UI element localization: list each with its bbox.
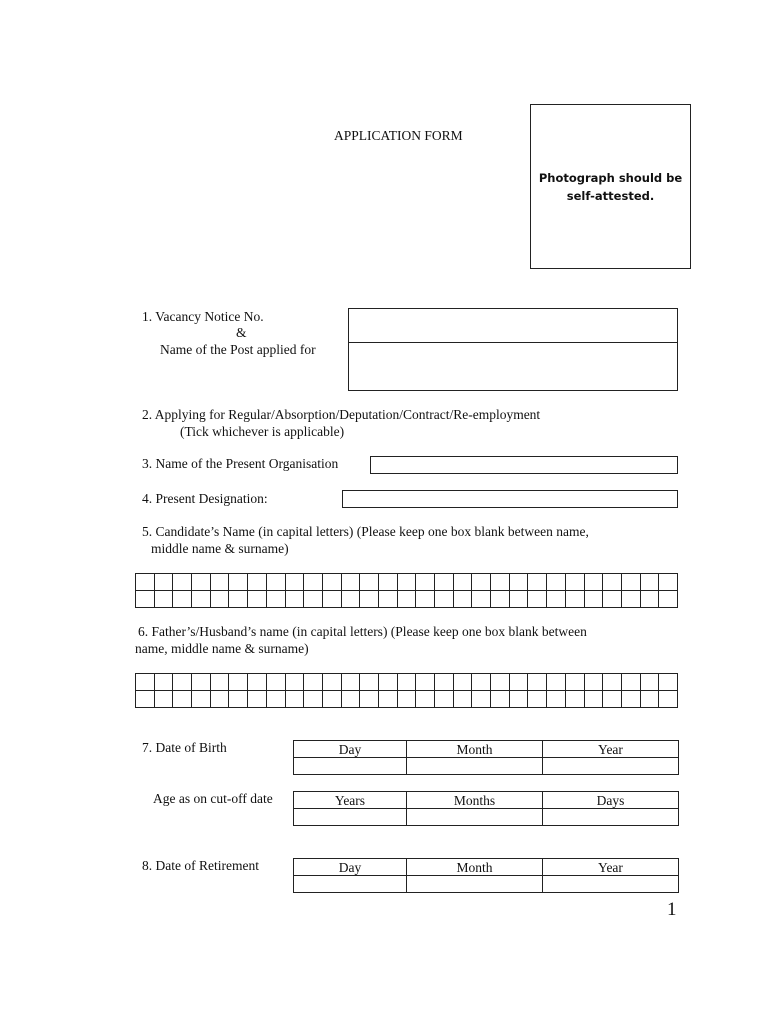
char-box[interactable]: [192, 691, 211, 708]
father-husband-name-grid[interactable]: [135, 673, 678, 708]
char-box[interactable]: [285, 691, 304, 708]
char-box[interactable]: [472, 691, 491, 708]
age-days-input[interactable]: [543, 809, 679, 826]
char-box[interactable]: [266, 591, 285, 608]
char-box[interactable]: [453, 691, 472, 708]
char-box[interactable]: [322, 574, 341, 591]
char-box[interactable]: [136, 674, 155, 691]
char-box[interactable]: [192, 674, 211, 691]
char-box[interactable]: [547, 574, 566, 591]
char-box[interactable]: [154, 691, 173, 708]
char-box[interactable]: [173, 574, 192, 591]
char-box[interactable]: [397, 574, 416, 591]
char-box[interactable]: [621, 591, 640, 608]
char-box[interactable]: [360, 674, 379, 691]
char-box[interactable]: [435, 691, 454, 708]
photograph-box[interactable]: [530, 104, 691, 269]
char-box[interactable]: [528, 691, 547, 708]
char-box[interactable]: [248, 574, 267, 591]
char-box[interactable]: [266, 574, 285, 591]
candidate-name-label-cont: middle name & surname): [151, 541, 289, 556]
char-box[interactable]: [341, 591, 360, 608]
char-box[interactable]: [304, 591, 323, 608]
char-box[interactable]: [397, 691, 416, 708]
post-name-field[interactable]: [348, 342, 678, 391]
char-box[interactable]: [378, 691, 397, 708]
char-box[interactable]: [565, 691, 584, 708]
char-box[interactable]: [266, 691, 285, 708]
char-box[interactable]: [154, 591, 173, 608]
char-box[interactable]: [192, 591, 211, 608]
char-box[interactable]: [322, 691, 341, 708]
father-husband-name-label-cont: name, middle name & surname): [135, 641, 309, 656]
char-box[interactable]: [453, 591, 472, 608]
char-box[interactable]: [210, 691, 229, 708]
char-box[interactable]: [472, 674, 491, 691]
char-box[interactable]: [378, 591, 397, 608]
char-box[interactable]: [248, 591, 267, 608]
age-months-input[interactable]: [407, 809, 543, 826]
dob-day-header: Day: [294, 741, 407, 758]
page-number: 1: [667, 899, 677, 920]
father-husband-name-label: 6. Father’s/Husband’s name (in capital letters) (Please keep one box blank between: [138, 624, 587, 639]
dor-year-input[interactable]: [543, 876, 679, 893]
char-box[interactable]: [416, 574, 435, 591]
char-box[interactable]: [304, 574, 323, 591]
age-cutoff-table: [293, 791, 679, 826]
vacancy-notice-label: 1. Vacancy Notice No.: [142, 309, 264, 324]
char-box[interactable]: [565, 591, 584, 608]
char-box[interactable]: [453, 574, 472, 591]
dob-month-input[interactable]: [407, 758, 543, 775]
char-box[interactable]: [285, 574, 304, 591]
dor-day-input[interactable]: [294, 876, 407, 893]
char-box[interactable]: [248, 691, 267, 708]
form-title: APPLICATION FORM: [334, 128, 463, 143]
char-box[interactable]: [472, 574, 491, 591]
photograph-instruction-line2: self-attested.: [566, 189, 655, 203]
char-box[interactable]: [210, 591, 229, 608]
char-box[interactable]: [584, 591, 603, 608]
dor-year-header: Year: [543, 859, 679, 876]
dor-month-header: Month: [407, 859, 543, 876]
char-box[interactable]: [378, 574, 397, 591]
char-box[interactable]: [659, 674, 678, 691]
char-box[interactable]: [360, 574, 379, 591]
char-box[interactable]: [304, 691, 323, 708]
char-box[interactable]: [528, 591, 547, 608]
post-name-label: Name of the Post applied for: [160, 342, 316, 357]
age-months-header: Months: [407, 792, 543, 809]
applying-for-label: 2. Applying for Regular/Absorption/Deputation/Contract/Re-employment: [142, 407, 541, 422]
char-box[interactable]: [659, 574, 678, 591]
char-box[interactable]: [136, 574, 155, 591]
char-box[interactable]: [173, 691, 192, 708]
char-box[interactable]: [603, 674, 622, 691]
date-of-birth-table: [293, 740, 679, 775]
dor-month-input[interactable]: [407, 876, 543, 893]
age-cutoff-label: Age as on cut-off date: [153, 791, 273, 806]
char-box[interactable]: [621, 574, 640, 591]
char-box[interactable]: [360, 691, 379, 708]
char-box[interactable]: [266, 674, 285, 691]
char-box[interactable]: [210, 674, 229, 691]
char-box[interactable]: [509, 691, 528, 708]
char-box[interactable]: [229, 674, 248, 691]
char-box[interactable]: [565, 674, 584, 691]
char-box[interactable]: [210, 574, 229, 591]
char-box[interactable]: [640, 691, 659, 708]
date-of-retirement-label: 8. Date of Retirement: [142, 858, 259, 873]
char-box[interactable]: [640, 574, 659, 591]
dob-year-input[interactable]: [543, 758, 679, 775]
char-box[interactable]: [453, 674, 472, 691]
char-box[interactable]: [491, 591, 510, 608]
char-box[interactable]: [173, 591, 192, 608]
char-box[interactable]: [341, 574, 360, 591]
char-box[interactable]: [304, 674, 323, 691]
char-box[interactable]: [285, 674, 304, 691]
candidate-name-label: 5. Candidate’s Name (in capital letters) (Please keep one box blank between name,: [142, 524, 589, 539]
age-years-input[interactable]: [294, 809, 407, 826]
char-box[interactable]: [322, 591, 341, 608]
char-box[interactable]: [229, 591, 248, 608]
char-box[interactable]: [584, 674, 603, 691]
char-box[interactable]: [136, 591, 155, 608]
char-box[interactable]: [435, 591, 454, 608]
char-box[interactable]: [565, 574, 584, 591]
char-box[interactable]: [341, 691, 360, 708]
char-box[interactable]: [509, 574, 528, 591]
char-box[interactable]: [491, 691, 510, 708]
char-box[interactable]: [435, 574, 454, 591]
char-box[interactable]: [154, 674, 173, 691]
char-box[interactable]: [472, 591, 491, 608]
char-box[interactable]: [192, 574, 211, 591]
char-box[interactable]: [547, 691, 566, 708]
photograph-instruction-line1: Photograph should be: [538, 171, 683, 185]
present-organisation-label: 3. Name of the Present Organisation: [142, 456, 339, 471]
dor-day-header: Day: [294, 859, 407, 876]
char-box[interactable]: [603, 591, 622, 608]
char-box[interactable]: [547, 674, 566, 691]
char-box[interactable]: [547, 591, 566, 608]
char-box[interactable]: [416, 691, 435, 708]
char-box[interactable]: [378, 674, 397, 691]
char-box[interactable]: [509, 591, 528, 608]
char-box[interactable]: [640, 591, 659, 608]
char-box[interactable]: [341, 674, 360, 691]
char-box[interactable]: [528, 674, 547, 691]
char-box[interactable]: [416, 674, 435, 691]
char-box[interactable]: [360, 591, 379, 608]
candidate-name-grid[interactable]: [135, 573, 678, 608]
dob-day-input[interactable]: [294, 758, 407, 775]
char-box[interactable]: [640, 674, 659, 691]
char-box[interactable]: [397, 674, 416, 691]
char-box[interactable]: [229, 691, 248, 708]
char-box[interactable]: [603, 691, 622, 708]
char-box[interactable]: [621, 674, 640, 691]
char-box[interactable]: [621, 691, 640, 708]
char-box[interactable]: [603, 574, 622, 591]
char-box[interactable]: [528, 574, 547, 591]
char-box[interactable]: [285, 591, 304, 608]
char-box[interactable]: [248, 674, 267, 691]
dob-year-header: Year: [543, 741, 679, 758]
char-box[interactable]: [397, 591, 416, 608]
age-days-header: Days: [543, 792, 679, 809]
present-designation-label: 4. Present Designation:: [142, 491, 268, 506]
char-box[interactable]: [659, 691, 678, 708]
present-organisation-field[interactable]: [370, 456, 678, 474]
char-box[interactable]: [491, 674, 510, 691]
char-box[interactable]: [435, 674, 454, 691]
char-box[interactable]: [509, 674, 528, 691]
char-box[interactable]: [584, 691, 603, 708]
char-box[interactable]: [416, 591, 435, 608]
char-box[interactable]: [322, 674, 341, 691]
present-designation-field[interactable]: [342, 490, 678, 508]
char-box[interactable]: [136, 691, 155, 708]
tick-instruction: (Tick whichever is applicable): [180, 424, 345, 439]
char-box[interactable]: [491, 574, 510, 591]
char-box[interactable]: [154, 574, 173, 591]
date-of-retirement-table: [293, 858, 679, 893]
char-box[interactable]: [659, 591, 678, 608]
age-years-header: Years: [294, 792, 407, 809]
dob-month-header: Month: [407, 741, 543, 758]
date-of-birth-label: 7. Date of Birth: [142, 740, 227, 755]
char-box[interactable]: [229, 574, 248, 591]
char-box[interactable]: [173, 674, 192, 691]
vacancy-notice-field[interactable]: [348, 308, 678, 343]
char-box[interactable]: [584, 574, 603, 591]
ampersand-label: &: [236, 325, 247, 340]
